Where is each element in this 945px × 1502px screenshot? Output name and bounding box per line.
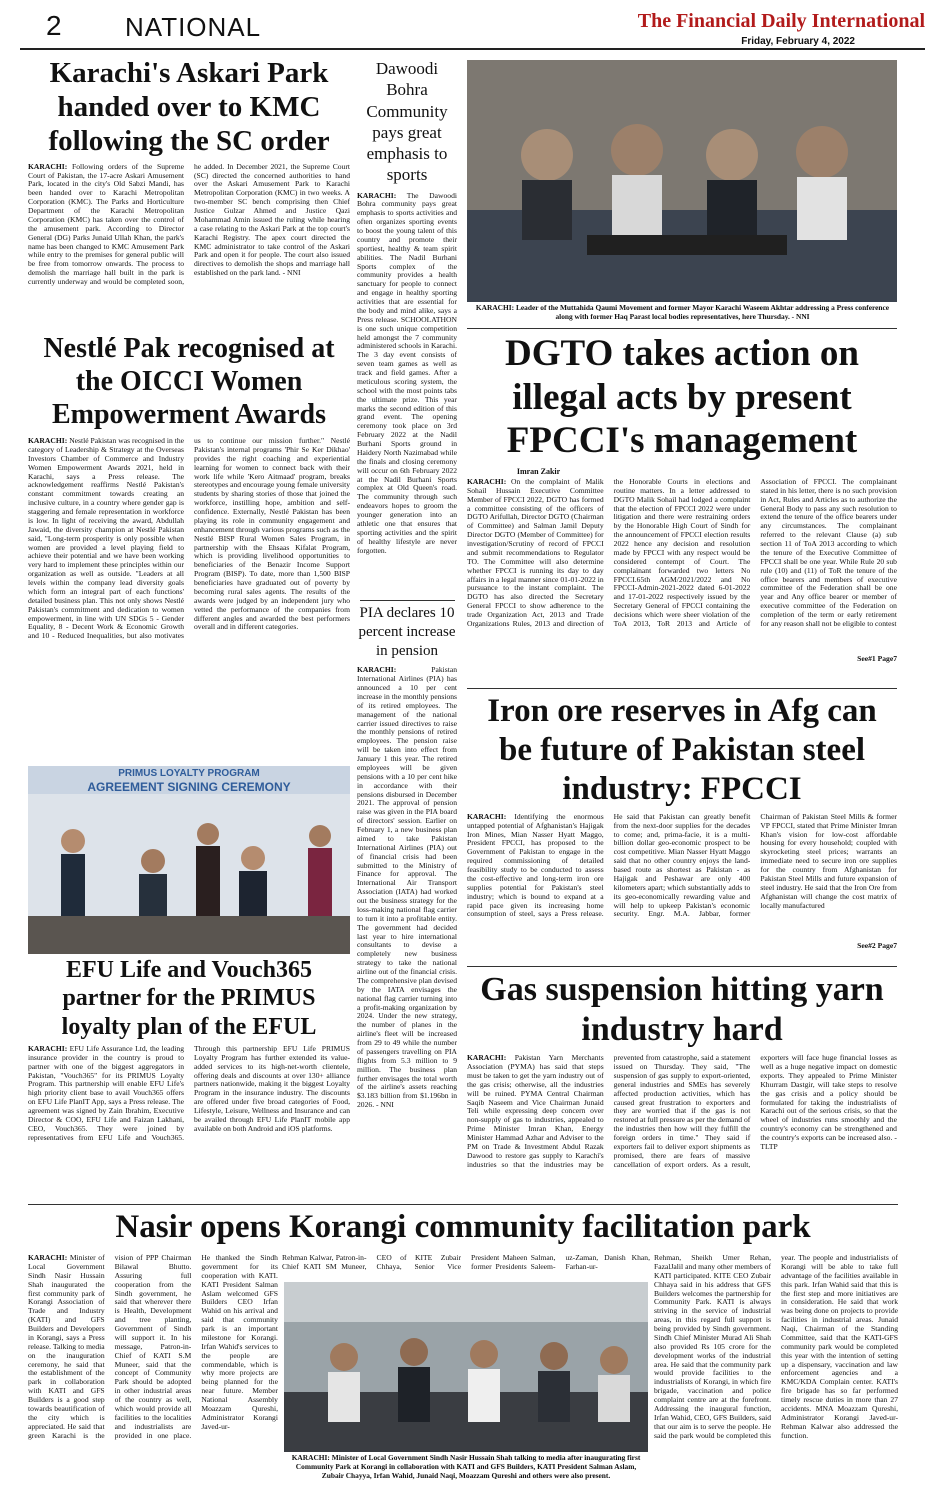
- signing-ceremony-image: [28, 766, 350, 954]
- article-body: KARACHI: EFU Life Assurance Ltd, the leading insurance provider in the country is proud to partner with one of the biggest aggregators in Pakistan, "Vouch365" for its PRIMUS Loyalty Program. This partnership will enable EFU Life's high priority client base to avail Vouch365 offers on EFU Life PlanIT App, says a Press release. The agreement was signed by Zain Ibrahim, Executive Director & COO, EFU Life and Faizan Lakhani, CEO, Vouch365. They were joined by representatives from EFU Life and Vouch365. Through this partnership EFU Life PRIMUS Loyalty Program has further extended its value-added services to its high-net-worth clientele, offering deals and discounts at over 130+ alliance partners nationwide, making it the biggest Loyalty Program in the insurance industry. The discounts are offered under five broad categories of Food, Lifestyle, Leisure, Wellness and Insurance and can be availed through EFU Life PlanIT mobile app available on both Android and iOS platforms.: [28, 1044, 350, 1142]
- divider: [467, 328, 897, 329]
- divider: [28, 1204, 898, 1205]
- page-header: [20, 8, 925, 50]
- article-headline: EFU Life and Vouch365 partner for the PRIMUS loyalty plan of the EFUL: [61, 957, 317, 1040]
- continued-note: See#1 Page7: [857, 653, 897, 663]
- mqm-press-conference-photo: [467, 60, 897, 302]
- divider: [467, 966, 897, 967]
- article-headline: Karachi's Askari Park handed over to KMC following the SC order: [48, 57, 330, 158]
- article-body: KARACHI: Pakistan International Airlines (PIA) has announced a 10 per cent increase in the monthly pensions of its retired employees. The management of the national carrier issued directives to raise the monthly pensions of retired employees. The pension raise will be taken into effect from January 1 this year. The retired employees will be given pensions with a 10 per cent hike in accordance with their pensions disbursed in December 2021. The approval of pension raise was given in the PIA board of directors' session. Earlier on February 1, a new business plan aimed to take Pakistan International Airlines (PIA) out of financial crisis had been submitted to the Ministry of Finance for approval. The International Air Transport Association (IATA) had worked out the business strategy for the loss-making national flag carrier to turn it into a profitable entity. The government had decided last year to hire international consultants to devise a completely new business strategy to take the national airline out of the financial crisis. The comprehensive plan devised by the IATA envisages the national flag carrier turning into a profit-making organization by 2024. Under the new strategy, the number of planes in the airline's fleet will be increased from 29 to 49 while the number of passengers travelling on PIA flights from 5.3 million to 9 million. The business plan further envisages the total worth of the airline's assets reaching $3.183 billion from $1.196bn in 2026. - NNI: [357, 666, 457, 1110]
- article-body: KARACHI: Following orders of the Supreme Court of Pakistan, the 17-acre Askari Amusement Park, located in the city's Old Sabzi Mandi, has been handed over to Karachi Metropolitan Corporation (KMC). The Parks and Horticulture Department of the Karachi Metropolitan Corporation (KMC) has taken over the control of the amusement park. According to Director General (DG) Parks Junaid Ullah Khan, the park's name has been changed to KMC Amusement Park while entry to the premises for general public will be free from tomorrow onwards. The process to demolish the marriage hall built in the park is currently underway and would be completed soon, he added. In December 2021, the Supreme Court (SC) directed the concerned authorities to hand over the Askari Amusement Park to Karachi Metropolitan Corporation (KMC) in two weeks. A two-member SC bench comprising then Chief Justice Gulzar Ahmed and Justice Qazi Mohammad Amin issued the ruling while hearing a case relating to the Askari Park at the top court's Karachi Registry. The apex court directed the KMC administrator to take control of the Askari Park and open it for people. The court also issued directives to demolish the shops and marriage hall established on the park land. - NNI: [28, 162, 350, 287]
- issue-date: Friday, February 4, 2022: [741, 36, 855, 47]
- article-korangi-top-strip: Rehman Kalwar, Patron-in-Chief KATI SM Muneer, CEO of KITE Zubair Chhaya, Senior Vice President Maheen Salman, former Presidents Saleem-uz-Zaman, Danish Khan, Farhan-ur-: [282, 1254, 650, 1271]
- article-body: KARACHI: Pakistan Yarn Merchants Association (PYMA) has said that steps must be taken to get the yarn industry out of the gas crisis; otherwise, all the industries will be ruined. PYMA Central Chairman Saqib Naseem and Vice Chairman Junaid Teli while expressing deep concern over non-supply of gas to industries, appealed to Prime Minister Imran Khan, Energy Minister Hammad Azhar and Adviser to the PM on Trade & Investment Abdul Razak Dawood to restore gas supply to Karachi's industries so that the industries may be prevented from catastrophe, said a statement issued on Thursday. They said, "The suspension of gas supply to export-oriented, general industries and SMEs has severely affected production activities, which has caused great frustration to exporters and they are worried that if the gas is not restored at full pressure as per the demand of the industries then how will they fulfill the foreign orders in time." They said if exporters fail to deliver export shipments as promised, there are fears of massive cancellation of export orders. As a result, exporters will face huge financial losses as well as a huge negative impact on domestic exports. They appealed to Prime Minister Khurram Dastgir, will take steps to resolve the gas crisis and a policy should be formulated for taking the industrialists of Karachi out of the serious crisis, so that the wheel of industries runs smoothly and the country's economy can be strengthened and the country's exports can be increased also. - TLTP: [467, 1054, 897, 1169]
- article-headline: Iron ore reserves in Afg can be future of Pakistan steel industry: FPCCI: [487, 693, 877, 807]
- article-body: KARACHI: The Dawoodi Bohra community pays great emphasis to sports activities and often organizes sporting events to boost the young talent of this country and promote their sportiest, healthy & team spirit abilities. The Nadil Burhani Sports complex of the community provides a health sanctuary for people to connect and engage in healthy sporting activities that are essential for the body and mind alike, says a Press release. SCHOOLATHON is one such unique competition held amongst the 7 community administered schools in Karachi. The 3 day event consists of seven team games as well as track and field games. After a meticulous scoring system, the school with the most points tabs the ultimate prize. This year marks the second edition of this grand event. The opening ceremony took place on 3rd February 2022 at the Nadil Burhani Sports ground in Haidery North Nazimabad while the finals and closing ceremony will occur on 6th February 2022 at the Nadil Burhani Sports complex at Old Queen's road. The community through such endeavors hopes to groom the younger generation into an athletic one that ensures that sporting activities and the spirit of healthy lifestyle are never forgotten.: [357, 191, 457, 555]
- article-korangi-body-right: Rehman, Sheikh Umer Rehan, FazalJalil and many other members of KATI participated. KITE CEO Zubair Chhaya said in his address that GFS Builders welcomes the partnership for Community Park. KATI is always striving in the service of industrial areas, in this regard full support is being provided by Sindh government. Sindh Chief Minister Murad Ali Shah also provided Rs 105 crore for the development works of the industrial area. He said that the community park would provide facilities to the industrialists of Korangi, in which fire brigade, vaccination and police complaint centre are at the forefront. Addressing the inaugural function, Irfan Wahid, CEO, GFS Builders, said that our aim is to serve the people. He said the park would be completed this year. The people and industrialists of Korangi will be able to take full advantage of the facilities available in this park. Irfan Wahid said that this is the first step and more initiatives are in consideration. He said that work was being done on projects to provide facilities in industrial areas. Junaid Naqi, Chairman of the Standing Committee, said that the KATI-GFS community park would be completed this year with the intention of setting up a dispensary, vaccination and law enforcement agencies and a KMC/KDA Complain center. KATI's fire brigade has so far performed timely rescue duties in more than 27 accidents. MNA Moazzam Qureshi, Administrator Korangi Javed-ur-Rehman Kalwar also addressed the function.: [654, 1254, 898, 1440]
- article-headline: Gas suspension hitting yarn industry hard: [480, 971, 884, 1049]
- article-pia: [357, 604, 457, 1200]
- article-korangi-body-left: KARACHI: Minister of Local Government Sindh Nasir Hussain Shah inaugurated the first community park of Korangi Association of Trade and Industry (KATI) and GFS Builders and Developers in Korangi, says a Press release. Talking to media on the inauguration ceremony, he said that the establishment of the park in collaboration with KATI and GFS Builders is a good step towards beautification of the city which is appreciated. He said that green Karachi is the vision of PPP Chairman Bilawal Bhutto. Assuring full cooperation from the Sindh government, he said that wherever there is Health, Development and tree planting, Government of Sindh will support it. In his message, Patron-in-Chief of KATI S.M Muneer, said that the concept of Community Park should be adopted in other industrial areas of the country as well, which would provide all facilities to the localities and industrialists are provided in one place. He thanked the Sindh government for its cooperation with KATI. KATI President Salman Aslam welcomed GFS Builders CEO Irfan Wahid on his arrival and said that community park is an important milestone for Korangi. Irfan Wahid's services to the people are commendable, which is why more projects are being planned for the near future. Member National Assembly Moazzam Qureshi, Administrator Korangi Javed-ur-: [28, 1254, 278, 1440]
- article-headline: DGTO takes action on illegal acts by present FPCCI's management: [505, 333, 859, 462]
- divider: [467, 688, 897, 689]
- press-conference-image: [467, 60, 897, 302]
- article-headline: Dawoodi Bohra Community pays great emphasis to sports: [366, 59, 448, 185]
- ceremony-banner-line1: PRIMUS LOYALTY PROGRAM: [118, 768, 260, 779]
- photo-caption: KARACHI: Minister of Local Government Sindh Nasir Hussain Shah talking to media after inaugurating first Community Park at Korangi in collaboration with KATI and GFS Builders, KATI President Salman Aslam, Zubair Chayya, Irfan Wahid, Junaid Naqi, Moazzam Qureshi and others were also present.: [291, 1454, 641, 1480]
- article-headline: PIA declares 10 percent increase in pension: [358, 605, 456, 659]
- ceremony-banner-line2: AGREEMENT SIGNING CEREMONY: [87, 780, 291, 794]
- page-number: 2: [46, 10, 62, 41]
- divider: [360, 600, 455, 601]
- park-inauguration-image: [284, 1282, 648, 1452]
- masthead-logo: The Financial Daily International: [637, 10, 925, 32]
- article-body: KARACHI: On the complaint of Malik Sohail Hussain Executive Committee Member of FPCCI 2022, DGTO has formed a committee consisting of the officers of DGTO Arifullah, Director DGTO (Chairman of Committee) and Salman Jamil Deputy Director DGTO (Member of Committee) for investigation/Scrutiny of record of FPCCI and submit recommendations to Regulator TO. The Committee will also determine whether FPCCI is running its day to day affairs in a legal manner since 01-01-2022 in pursuance to the instant complaint. The DGTO has also directed the Secretary General FPCCI to show adherence to the trade Organization Act, 2013 and Trade Organizations Rules, 2013 and direction of the Honorable Courts in elections and routine matters. In a letter addressed to DGTO Malik Sohail had lodged a complaint that the election of FPCCI 2022 were under litigation and there were restraining orders by the Honorable High Court of Sindh for the announcement of FPCCI election results 2022 hence any decision and resolution made by FPCCI with any respect would be considered contempt of Court. The complainant forwarded two letters No FPCCI.65th AGM/2021/2022 and No FPCCI-Admin-2021-2022 dated 6-01-2022 and 17-01-2022 respectively issued by the Secretary General of FPCCI containing the decisions which were sheer violation of the ToA 2013, ToR 2013 and Article of Association of FPCCI. The complainant stated in his letter, there is no such provision in Act, Rules and Articles as to authorize the General Body to pass any such resolution to extend the tenure of the office bearers under any circumstances. The complainant referred to the relevant Clause (a) sub section 11 of ToA 2013 according to which the tenure of the Executive Committee of FPCCI shall be one year. While Rule 20 sub rule (10) and (11) of ToR the tenure of the office bearers and members of executive committee of the Federation shall be one year and Any office bearer or member of executive committee of the Federation on completion of the term or early retirement for any reason shall not be eligible to contest: [467, 477, 897, 628]
- article-headline: Nestlé Pak recognised at the OICCI Women Empowerment Awards: [43, 333, 335, 431]
- article-korangi-headline: Nasir opens Korangi community facilitation park: [115, 1209, 811, 1245]
- byline: Imran Zakir: [516, 466, 561, 476]
- article-dgto: [467, 332, 897, 684]
- article-iron-ore: [467, 692, 897, 964]
- section-name: NATIONAL: [125, 12, 262, 42]
- article-gas-suspension: [467, 970, 897, 1200]
- korangi-park-photo: [284, 1282, 648, 1452]
- efu-signing-ceremony-photo: [28, 766, 350, 954]
- article-body: KARACHI: Identifying the enormous untapped potential of Afghanistan's Hajigak Iron Mines, Mian Nasser Hyatt Maggo, President FPCCI, has proposed to the Government of Pakistan to engage in the required commissioning of detailed feasibility study to be conducted to assess the cost-effective and long-term iron ore supplies potential for Pakistan's steel industry; which is bound to expand at a rapid pace given its increasing home consumption of steel, says a Press release. He said that Pakistan can greatly benefit from the next-door supplies for the decades to come; and, prima-facie, it is a multi-billion dollar geo-economic prospect to be cost competitive. Mian Nasser Hyatt Maggo said that no other country enjoys the land-based route as shortest as Pakistan - as Hajigak and Peshawar are only 400 kilometers apart; which substantially adds to its geo-economically rewarding value and will help to upkeep Pakistan's economic security. Engr. M.A. Jabbar, former Chairman of Pakistan Steel Mills & former VP FPCCI, stated that Prime Minister Imran Khan's vision for low-cost affordable housing for every household; coupled with skyrocketing steel prices; warrants an immediate need to secure iron ore supplies for the country from Afghanistan for Pakistan Steel Mills and future expansion of steel industry. He said that the Iron Ore from Afghanistan will change the cost matrix of locally manufactured: [467, 812, 897, 919]
- article-efu-vouch365: [28, 956, 350, 1200]
- article-body: KARACHI: Nestlé Pakistan was recognised in the category of Leadership & Strategy at the Overseas Investors Chamber of Commerce and Industry Women Empowerment Awards 2021, held in Karachi, says a Press release. The acknowledgement reaffirms Nestlé Pakistan's constant commitment towards creating an inclusive culture, in a country where gender gap is staggering and female representation in workforce is low. In light of receiving the award, Abdullah Jawaid, the diversity champion at Nestlé Pakistan said, "Long-term prosperity is only possible when women are provided a level playing field to achieve their potential and we have been working very hard to implement these principles within our organization as well as outside. "Leaders at all levels within the company lead diversity goals which form an integral part of each functions' detailed business plan. This not only shows Nestlé Pakistan's commitment and dedication to women empowerment, in line with UN SDGs 5 - Gender Equality, 8 - Decent Work & Economic Growth and 10 - Reduced Inequalities, but also motivates us to continue our mission further." Nestlé Pakistan's internal programs 'Phir Se Ker Dikhao' provides the right coaching and experiential learning for women to connect back with their work life while 'Kero Aitmaad' program, breaks stereotypes and encourage young female university students by sharing stories of those that joined the workforce, instilling hope, ambition and self-confidence. Externally, Nestlé Pakistan has been playing its role in community engagement and enhancement through various programs such as the Nestlé BISP Rural Women Sales Program, in partnership with the Ehsaas Kifalat Program, which is providing livelihood opportunities to beneficiaries of the Benazir Income Support Program (BISP). To date, more than 1,500 BISP beneficiaries have graduated out of poverty by becoming rural sales agents. The results of the awards were judged by an independent jury who vetted the performance of the companies from different angles and awarded the best performers overall and in different categories.: [28, 437, 350, 641]
- article-dawoodi-bohra: [357, 58, 457, 598]
- article-nestle: [28, 332, 350, 757]
- photo-caption: KARACHI: Leader of the Muttahida Qaumi Movement and former Mayor Karachi Waseem Akhtar addressing a Press conference along with former Haq Parast local bodies representatives, here Thursday. - NNI: [475, 304, 890, 321]
- article-askari-park: [28, 56, 350, 320]
- continued-note: See#2 Page7: [857, 940, 897, 950]
